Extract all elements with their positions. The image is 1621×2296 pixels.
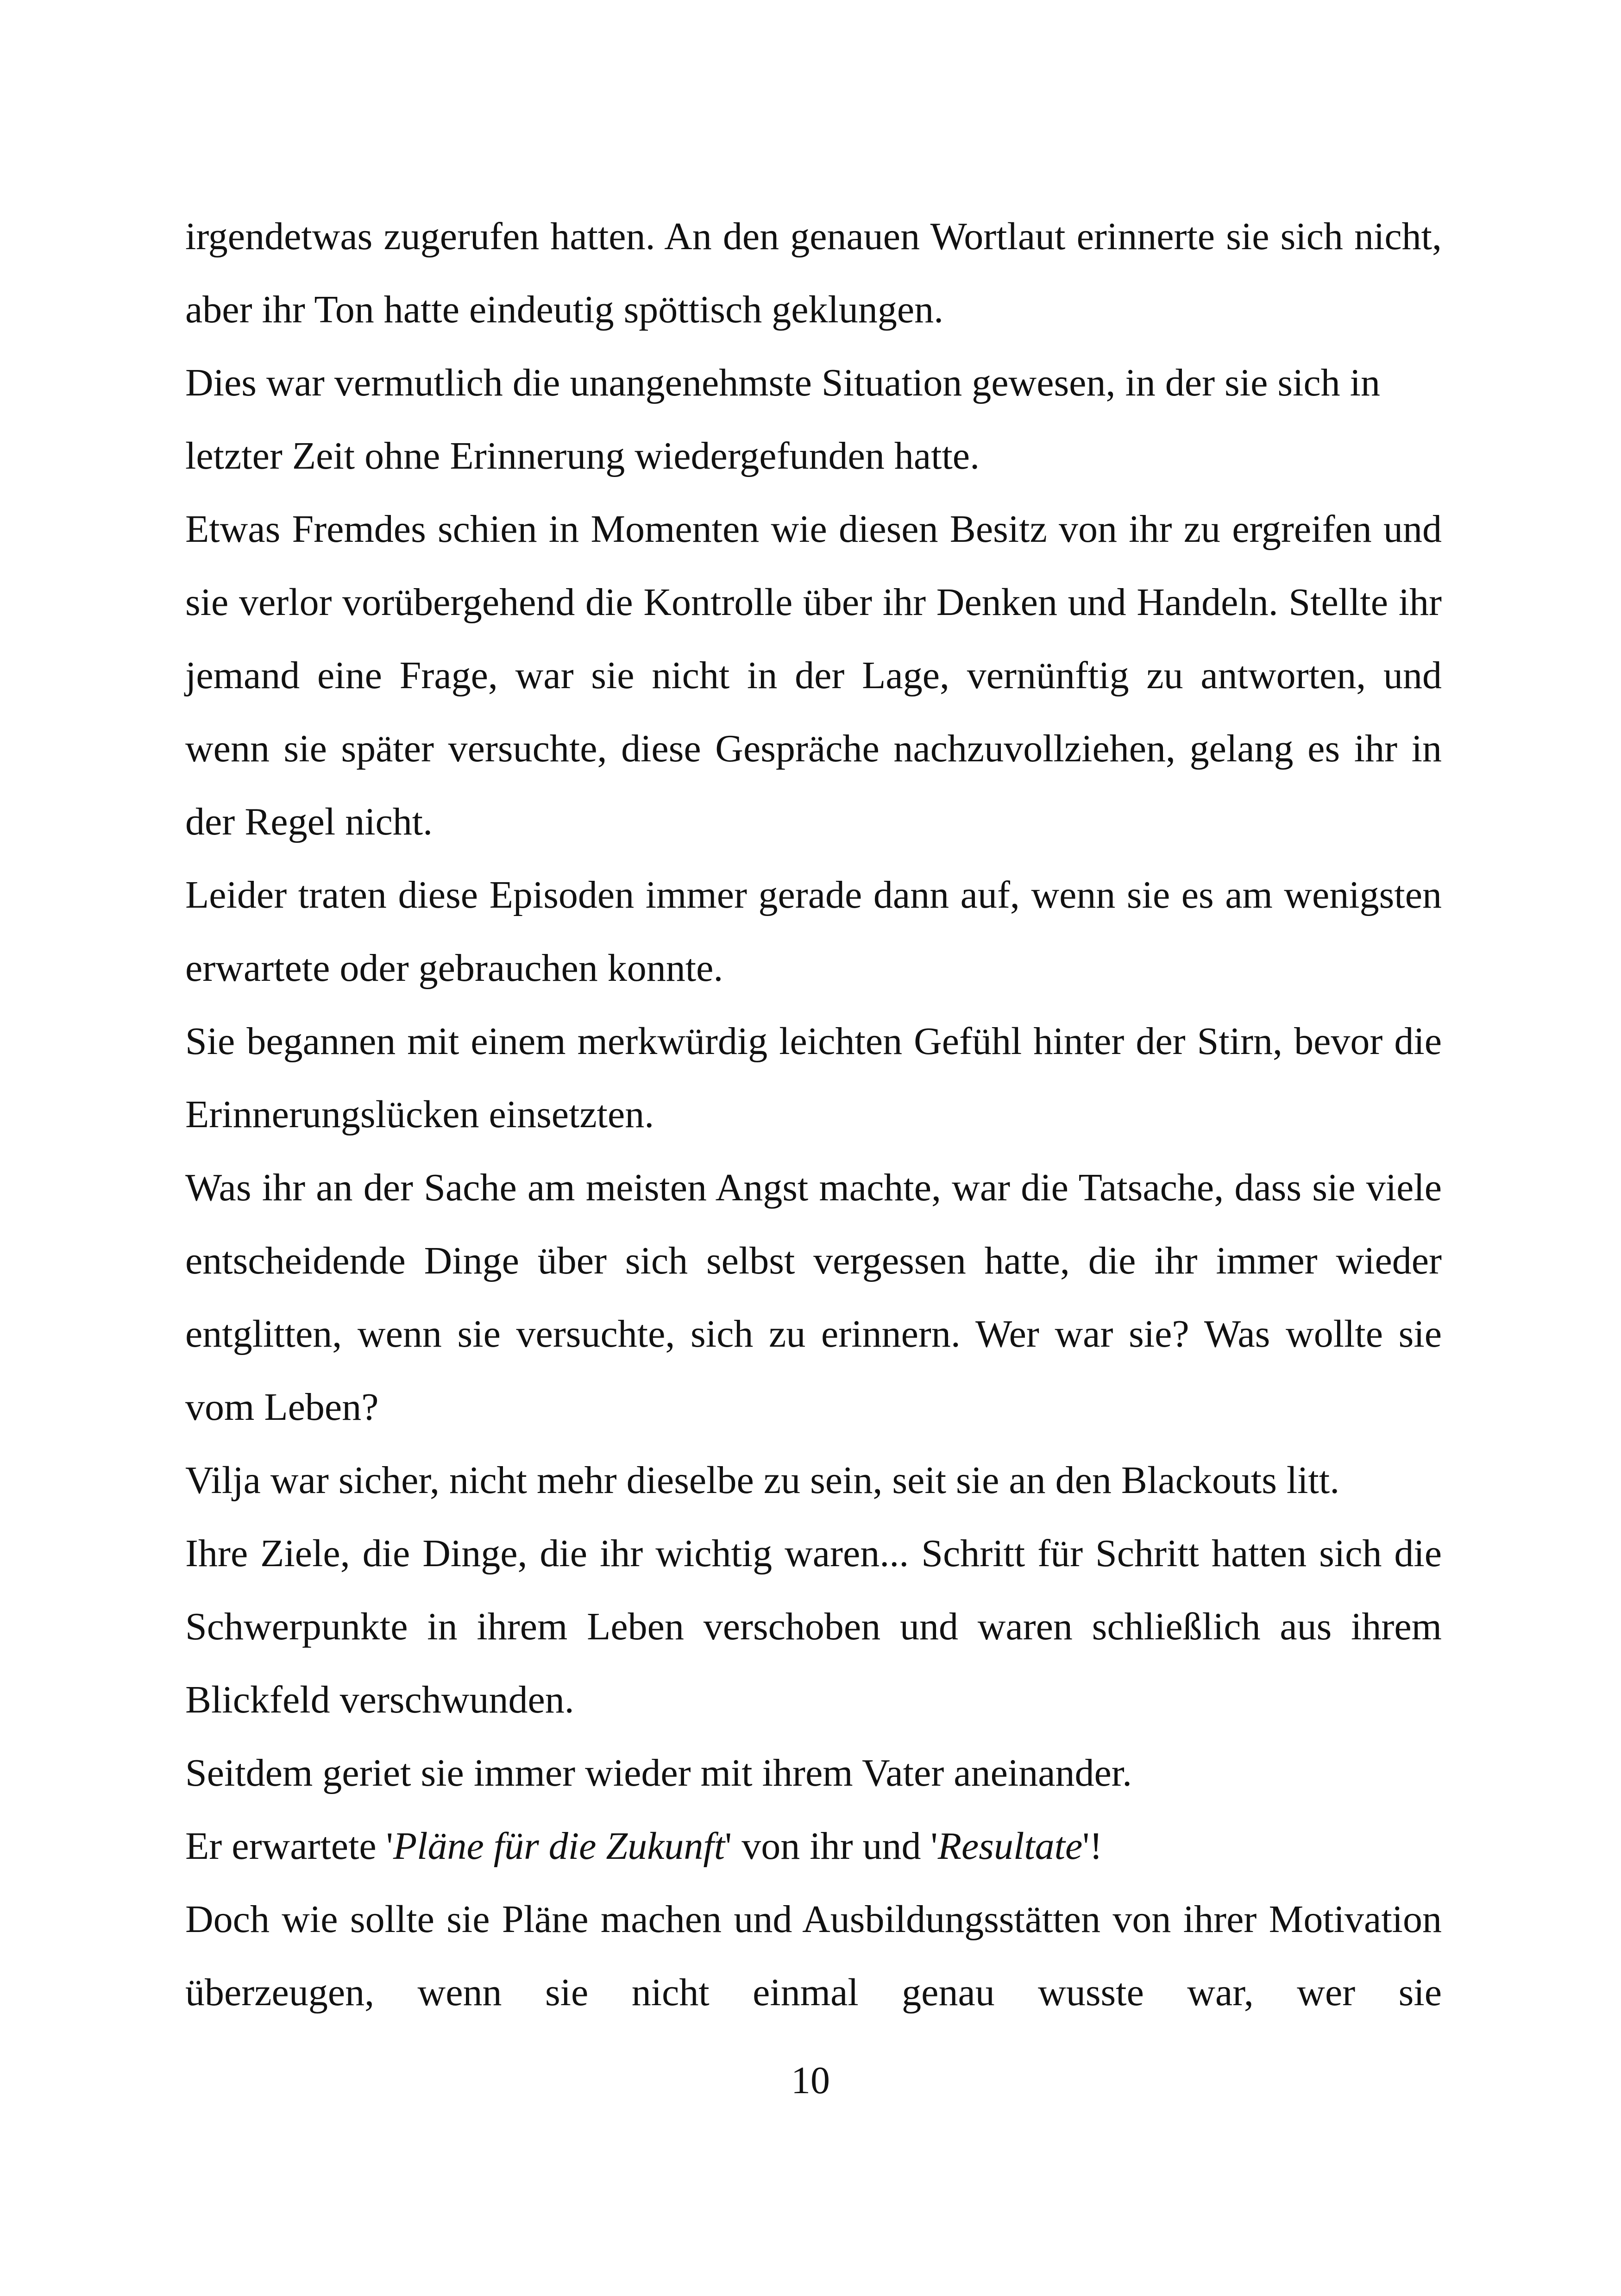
quote-paragraph [185, 1810, 1442, 1883]
quote-italic-results: Resultate [937, 1825, 1083, 1868]
paragraph: Leider traten diese Episoden immer gerade dann auf, wenn sie es am wenigsten erwartete oder gebrauchen konnte. [185, 873, 1442, 990]
page-number: 10 [791, 2059, 830, 2102]
paragraph: Sie begannen mit einem merkwürdig leichten Gefühl hinter der Stirn, bevor die Erinnerungslücken einsetzten. [185, 1020, 1442, 1136]
paragraph: Dies war vermutlich die unangenehmste Situation gewesen, in der sie sich in letzter Zeit ohne Erinnerung wiedergefunden hatte. [185, 361, 1381, 477]
quote-prefix: Er erwartete ' [185, 1825, 393, 1868]
paragraph: Doch wie sollte sie Pläne machen und Ausbildungsstätten von ihrer Motivation überzeugen, wenn sie nicht einmal genau wusste war, wer sie [185, 1898, 1442, 2014]
quote-middle: ' von ihr und ' [725, 1825, 938, 1868]
paragraph: irgendetwas zugerufen hatten. An den genauen Wortlaut erinnerte sie sich nicht, aber ihr Ton hatte eindeutig spöttisch geklungen. [185, 215, 1442, 331]
paragraph: Ihre Ziele, die Dinge, die ihr wichtig waren... Schritt für Schritt hatten sich die Schwerpunkte in ihrem Leben verschoben und waren schließlich aus ihrem Blickfeld verschwunden. [185, 1532, 1442, 1721]
paragraph: Vilja war sicher, nicht mehr dieselbe zu sein, seit sie an den Blackouts litt. [185, 1459, 1340, 1502]
paragraph: Was ihr an der Sache am meisten Angst machte, war die Tatsache, dass sie viele entscheidende Dinge über sich selbst vergessen hatte, die ihr immer wieder entglitten, wenn sie versuchte, sich zu erinnern. Wer war sie? Was wollte sie vom Leben? [185, 1166, 1442, 1429]
quote-italic-plans: Pläne für die Zukunft [393, 1825, 725, 1868]
paragraph: Etwas Fremdes schien in Momenten wie diesen Besitz von ihr zu ergreifen und sie verlor vorübergehend die Kontrolle über ihr Denken und Handeln. Stellte ihr jemand eine Frage, war sie nicht in der Lage, vernünftig zu antworten, und wenn sie später versuchte, diese Gespräche nachzuvollziehen, gelang es ihr in der Regel nicht. [185, 508, 1442, 843]
quote-suffix: '! [1082, 1825, 1103, 1868]
paragraph: Seitdem geriet sie immer wieder mit ihrem Vater aneinander. [185, 1751, 1132, 1794]
body-text [185, 200, 1442, 2029]
